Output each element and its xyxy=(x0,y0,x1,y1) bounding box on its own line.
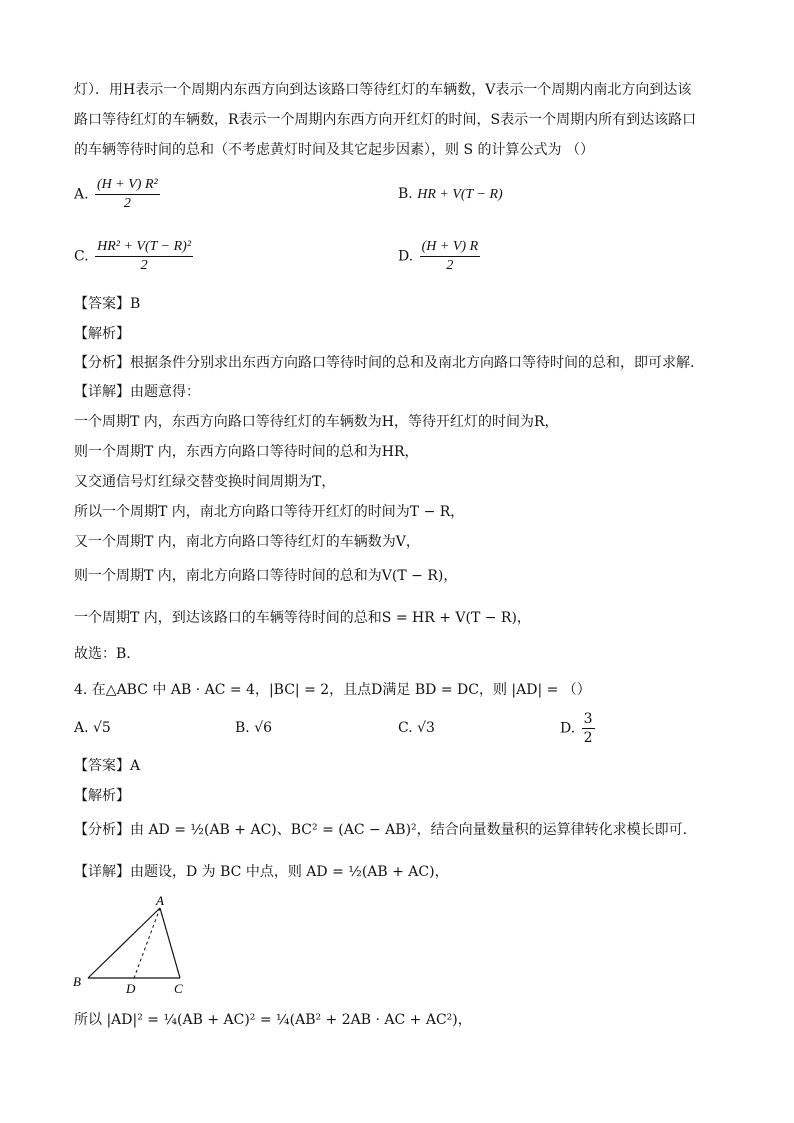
fraction xyxy=(582,710,595,747)
vertex-b-label: B xyxy=(73,974,81,989)
q3-detail-3: 又交通信号灯红绿交替变换时间周期为T， xyxy=(74,474,336,490)
q3-option-a xyxy=(74,176,162,213)
q4-xiangjie: 【详解】由题设，D 为 BC 中点，则 AD = ½(AB + AC)， xyxy=(74,864,449,880)
median-ad xyxy=(134,908,160,978)
q3-detail-5: 又一个周期T 内，南北方向路口等待红灯的车辆数为V， xyxy=(74,534,420,550)
denominator: 2 xyxy=(123,196,131,211)
q4-option-a: A. √5 xyxy=(74,720,111,736)
q3-fenxi: 【分析】根据条件分别求出东西方向路口等待时间的总和及南北方向路口等待时间的总和，即可求解. xyxy=(74,355,695,371)
q4-answer: 【答案】A xyxy=(74,758,141,774)
side-ac xyxy=(160,908,180,978)
q3-xiangjie: 【详解】由题意得： xyxy=(74,384,200,400)
q3-option-b xyxy=(398,186,503,203)
q3-answer: 【答案】B xyxy=(74,296,141,312)
q4-analysis-title: 【解析】 xyxy=(74,788,130,804)
fraction xyxy=(95,176,160,213)
q3-detail-4: 所以一个周期T 内，南北方向路口等待开红灯的时间为T − R， xyxy=(74,504,465,520)
q3-option-c xyxy=(74,238,195,275)
fraction xyxy=(95,238,193,275)
q3-detail-1: 一个周期T 内，东西方向路口等待红灯的车辆数为H，等待开红灯的时间为R， xyxy=(74,414,559,430)
side-ab xyxy=(88,908,160,978)
q4-option-c: C. √3 xyxy=(398,720,435,736)
expression: HR + V(T − R) xyxy=(417,187,503,202)
point-d-label: D xyxy=(126,981,136,996)
q3-option-d xyxy=(398,238,482,275)
vertex-a-label: A xyxy=(156,893,164,908)
option-label: D. xyxy=(560,720,576,737)
denominator: 2 xyxy=(446,258,454,273)
q3-stem-line2: 路口等待红灯的车辆数，R表示一个周期内东西方向开红灯的时间，S表示一个周期内所有到达该路口 xyxy=(74,112,697,128)
numerator: (H + V) R xyxy=(420,238,481,257)
triangle-figure xyxy=(70,892,210,1002)
option-label: D. xyxy=(398,248,414,265)
q4-stem: 4. 在△ABC 中 AB · AC = 4，|BC| = 2，且点D满足 BD = DC，则 |AD| = （） xyxy=(74,682,591,698)
q4-last-line: 所以 |AD|² = ¼(AB + AC)² = ¼(AB² + 2AB · AC + AC²)， xyxy=(74,1012,472,1028)
q3-choose: 故选：B. xyxy=(74,646,131,662)
numerator: 3 xyxy=(583,711,593,727)
denominator: 2 xyxy=(583,730,593,746)
numerator: (H + V) R² xyxy=(95,176,160,195)
fraction xyxy=(420,238,481,275)
q3-detail-6: 则一个周期T 内，南北方向路口等待时间的总和为V(T − R)， xyxy=(74,568,458,584)
q4-option-b: B. √6 xyxy=(235,720,273,736)
q3-detail-7: 一个周期T 内，到达该路口的车辆等待时间的总和S = HR + V(T − R)， xyxy=(74,610,531,626)
q3-detail-2: 则一个周期T 内，东西方向路口等待时间的总和为HR， xyxy=(74,444,419,460)
q3-analysis-title: 【解析】 xyxy=(74,326,130,342)
option-label: A. xyxy=(74,186,89,203)
q3-stem-line3: 的车辆等待时间的总和（不考虑黄灯时间及其它起步因素），则 S 的计算公式为 （） xyxy=(74,142,594,158)
q3-stem-line1: 灯）．用H表示一个周期内东西方向到达该路口等待红灯的车辆数，V表示一个周期内南北方向到达该 xyxy=(74,82,692,98)
numerator: HR² + V(T − R)² xyxy=(95,238,193,257)
q4-fenxi: 【分析】由 AD = ½(AB + AC)、BC² = (AC − AB)²，结合向量数量积的运算律转化求模长即可. xyxy=(74,822,688,838)
q4-option-d xyxy=(560,710,597,747)
option-label: C. xyxy=(74,248,89,265)
option-label: B. xyxy=(398,186,413,202)
vertex-c-label: C xyxy=(174,981,183,996)
denominator: 2 xyxy=(140,258,148,273)
